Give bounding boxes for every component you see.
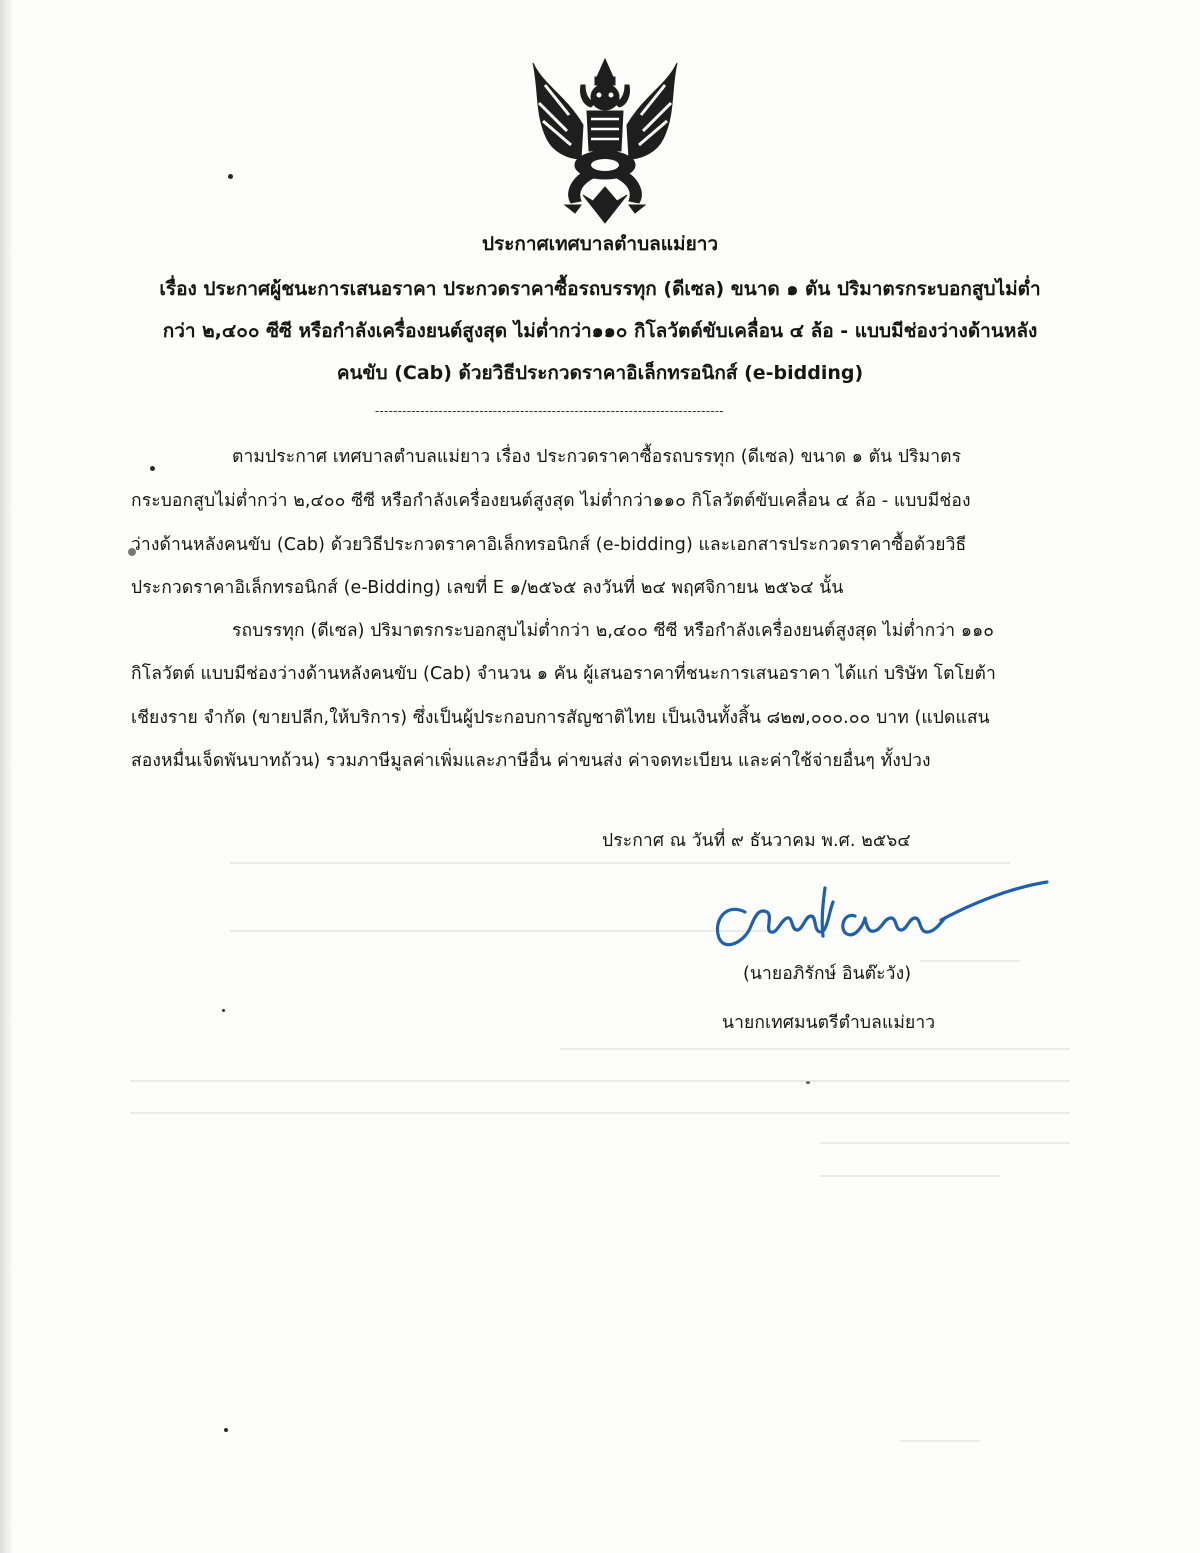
paragraph-2-line: กิโลวัตต์ แบบมีช่องว่างด้านหลังคนขับ (Cab) จำนวน ๑ คัน ผู้เสนอราคาที่ชนะการเสนอราคา ได้แก่ บริษัท โตโยต้า	[131, 664, 996, 684]
show-through	[130, 1080, 1070, 1082]
garuda-emblem-icon	[525, 55, 685, 225]
scan-shadow	[0, 0, 14, 1553]
subject-line: คนขับ (Cab) ด้วยวิธีประกวดราคาอิเล็กทรอนิกส์ (e-bidding)	[336, 362, 864, 384]
paragraph-1-line: ว่างด้านหลังคนขับ (Cab) ด้วยวิธีประกวดราคาอิเล็กทรอนิกส์ (e-bidding) และเอกสารประกวดราคาซื้อด้วยวิธี	[131, 535, 967, 555]
signer-name: (นายอภิรักษ์ อินต๊ะวัง)	[743, 964, 912, 984]
announcement-date: ประกาศ ณ วันที่ ๙ ธันวาคม พ.ศ. ๒๕๖๔	[602, 831, 911, 851]
paragraph-1-line: ตามประกาศ เทศบาลตำบลแม่ยาว เรื่อง ประกวดราคาซื้อรถบรรทุก (ดีเซล) ขนาด ๑ ตัน ปริมาตร	[232, 447, 962, 467]
show-through	[560, 1048, 1070, 1050]
show-through	[230, 862, 1010, 864]
paragraph-1-line: กระบอกสูบไม่ต่ำกว่า ๒,๔๐๐ ซีซี หรือกำลังเครื่องยนต์สูงสุด ไม่ต่ำกว่า๑๑๐ กิโลวัตต์ขับเคลื่อน ๔ ล้อ - แบบมีช่อง	[131, 491, 971, 511]
paragraph-2-line: เชียงราย จำกัด (ขายปลีก,ให้บริการ) ซึ่งเป็นผู้ประกอบการสัญชาติไทย เป็นเงินทั้งสิ้น ๘๒๗,๐๐๐.๐๐ บาท (แปดแสน	[131, 708, 990, 728]
signature-icon	[705, 872, 1055, 962]
subject-line: กว่า ๒,๔๐๐ ซีซี หรือกำลังเครื่องยนต์สูงสุด ไม่ต่ำกว่า๑๑๐ กิโลวัตต์ขับเคลื่อน ๔ ล้อ - แบบมีช่องว่างด้านหลัง	[162, 320, 1038, 342]
show-through	[820, 1142, 1070, 1144]
scan-speck	[150, 466, 155, 471]
show-through	[820, 1175, 1000, 1177]
paragraph-2-line: รถบรรทุก (ดีเซล) ปริมาตรกระบอกสูบไม่ต่ำกว่า ๒,๔๐๐ ซีซี หรือกำลังเครื่องยนต์สูงสุด ไม่ต่ำกว่า ๑๑๐	[232, 621, 995, 641]
signer-title: นายกเทศมนตรีตำบลแม่ยาว	[722, 1013, 936, 1033]
show-through	[130, 1112, 1070, 1114]
subject-line: เรื่อง ประกาศผู้ชนะการเสนอราคา ประกวดราคาซื้อรถบรรทุก (ดีเซล) ขนาด ๑ ตัน ปริมาตรกระบอกสูบไม่ต่ำ	[159, 278, 1041, 300]
paragraph-1-line: ประกวดราคาอิเล็กทรอนิกส์ (e-Bidding) เลขที่ E ๑/๒๕๖๕ ลงวันที่ ๒๔ พฤศจิกายน ๒๕๖๔ นั้น	[131, 578, 844, 598]
show-through	[900, 1440, 980, 1442]
agency-heading: ประกาศเทศบาลตำบลแม่ยาว	[481, 233, 719, 255]
scan-speck	[224, 1428, 228, 1432]
separator-line: -----------------------------------------------------------------------------	[375, 404, 724, 418]
paragraph-2-line: สองหมื่นเจ็ดพันบาทถ้วน) รวมภาษีมูลค่าเพิ่มและภาษีอื่น ค่าขนส่ง ค่าจดทะเบียน และค่าใช้จ่ายอื่นๆ ทั้งปวง	[131, 751, 931, 771]
show-through	[230, 930, 770, 932]
scan-speck	[222, 1009, 225, 1012]
scan-speck	[228, 174, 233, 179]
